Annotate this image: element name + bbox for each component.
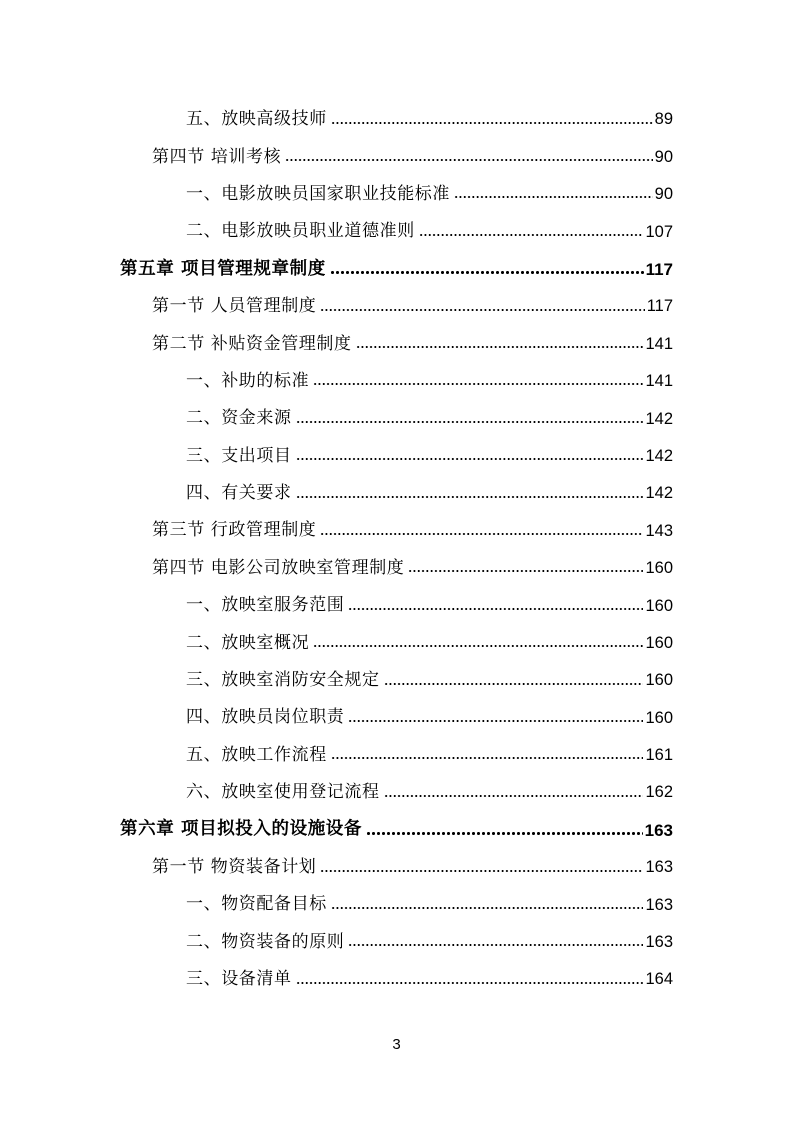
dot-leader (320, 869, 643, 873)
toc-entry-page-number: 141 (645, 372, 673, 391)
toc-entry-title: 第四节 培训考核 (152, 146, 282, 167)
toc-entry-page-number: 117 (646, 297, 673, 316)
dot-leader (419, 233, 644, 237)
toc-entry-page-number: 90 (654, 185, 673, 204)
toc-subsection-entry[interactable] (0, 400, 793, 437)
toc-chapter-entry[interactable] (0, 811, 793, 848)
dot-leader (331, 121, 653, 125)
toc-subsection-entry[interactable] (0, 924, 793, 961)
toc-entry-page-number: 142 (645, 484, 673, 503)
dot-leader (313, 382, 643, 386)
page-number: 3 (392, 1036, 401, 1053)
toc-subsection-entry[interactable] (0, 176, 793, 213)
toc-subsection-entry[interactable] (0, 363, 793, 400)
toc-entry-title: 五、放映工作流程 (186, 744, 327, 765)
dot-leader (348, 607, 643, 611)
table-of-contents (0, 101, 793, 998)
dot-leader (384, 794, 644, 798)
toc-entry-page-number: 142 (645, 409, 673, 428)
toc-entry-page-number: 142 (645, 446, 673, 465)
toc-entry-page-number: 163 (644, 820, 673, 840)
toc-entry-page-number: 117 (645, 259, 673, 279)
dot-leader (296, 457, 644, 461)
toc-entry-page-number: 90 (654, 147, 673, 166)
toc-entry-title: 五、放映高级技师 (186, 109, 327, 130)
dot-leader (296, 495, 644, 499)
dot-leader (366, 831, 643, 836)
toc-subsection-entry[interactable] (0, 101, 793, 138)
toc-subsection-entry[interactable] (0, 737, 793, 774)
toc-entry-title: 三、放映室消防安全规定 (186, 670, 380, 691)
toc-entry-title: 三、设备清单 (186, 969, 292, 990)
toc-entry-title: 第二节 补贴资金管理制度 (152, 333, 352, 354)
toc-entry-title: 三、支出项目 (186, 445, 292, 466)
toc-entry-title: 二、物资装备的原则 (186, 931, 345, 952)
toc-entry-page-number: 107 (645, 222, 673, 241)
toc-subsection-entry[interactable] (0, 886, 793, 923)
toc-subsection-entry[interactable] (0, 475, 793, 512)
toc-entry-title: 第五章 项目管理规章制度 (120, 258, 326, 279)
toc-entry-page-number: 141 (645, 334, 673, 353)
dot-leader (320, 532, 643, 536)
dot-leader (313, 644, 643, 648)
toc-entry-title: 二、放映室概况 (186, 632, 310, 653)
toc-chapter-entry[interactable] (0, 251, 793, 288)
toc-entry-page-number: 163 (645, 858, 673, 877)
toc-entry-title: 二、资金来源 (186, 408, 292, 429)
dot-leader (408, 569, 643, 573)
toc-entry-page-number: 163 (645, 933, 673, 952)
toc-entry-title: 第六章 项目拟投入的设施设备 (120, 819, 362, 840)
toc-section-entry[interactable] (0, 288, 793, 325)
toc-entry-title: 六、放映室使用登记流程 (186, 782, 380, 803)
toc-entry-page-number: 160 (645, 596, 673, 615)
dot-leader (320, 308, 644, 312)
dot-leader (331, 906, 644, 910)
toc-subsection-entry[interactable] (0, 662, 793, 699)
toc-entry-title: 第一节 物资装备计划 (152, 857, 317, 877)
toc-entry-title: 第一节 人员管理制度 (152, 296, 317, 317)
toc-subsection-entry[interactable] (0, 438, 793, 475)
toc-subsection-entry[interactable] (0, 624, 793, 661)
toc-entry-title: 二、电影放映员职业道德准则 (186, 221, 415, 242)
dot-leader (356, 345, 644, 349)
toc-entry-page-number: 160 (645, 633, 673, 652)
toc-entry-page-number: 164 (645, 970, 673, 989)
toc-entry-title: 一、电影放映员国家职业技能标准 (186, 183, 450, 204)
toc-subsection-entry[interactable] (0, 587, 793, 624)
toc-entry-page-number: 161 (645, 746, 673, 765)
toc-entry-page-number: 160 (645, 708, 673, 727)
toc-subsection-entry[interactable] (0, 699, 793, 736)
toc-entry-title: 第三节 行政管理制度 (152, 520, 317, 541)
toc-entry-page-number: 162 (645, 783, 673, 802)
toc-entry-title: 一、放映室服务范围 (186, 595, 345, 616)
toc-section-entry[interactable] (0, 325, 793, 362)
toc-subsection-entry[interactable] (0, 213, 793, 250)
toc-entry-page-number: 163 (645, 895, 673, 914)
toc-entry-title: 第四节 电影公司放映室管理制度 (152, 557, 405, 578)
dot-leader (330, 270, 644, 275)
dot-leader (296, 981, 644, 985)
toc-entry-page-number: 89 (654, 110, 673, 129)
toc-entry-page-number: 143 (645, 521, 673, 540)
dot-leader (348, 943, 643, 947)
dot-leader (454, 195, 653, 199)
toc-section-entry[interactable] (0, 138, 793, 175)
toc-subsection-entry[interactable] (0, 961, 793, 998)
toc-entry-page-number: 160 (645, 671, 673, 690)
toc-section-entry[interactable] (0, 550, 793, 587)
toc-section-entry[interactable] (0, 512, 793, 549)
toc-entry-title: 一、物资配备目标 (186, 894, 327, 915)
toc-entry-title: 四、有关要求 (186, 483, 292, 504)
dot-leader (348, 719, 643, 723)
toc-section-entry[interactable] (0, 849, 793, 886)
toc-entry-page-number: 160 (645, 559, 673, 578)
toc-entry-title: 四、放映员岗位职责 (186, 707, 345, 728)
toc-entry-title: 一、补助的标准 (186, 370, 310, 391)
dot-leader (285, 158, 652, 162)
dot-leader (296, 420, 644, 424)
dot-leader (331, 756, 644, 760)
dot-leader (384, 682, 644, 686)
toc-subsection-entry[interactable] (0, 774, 793, 811)
